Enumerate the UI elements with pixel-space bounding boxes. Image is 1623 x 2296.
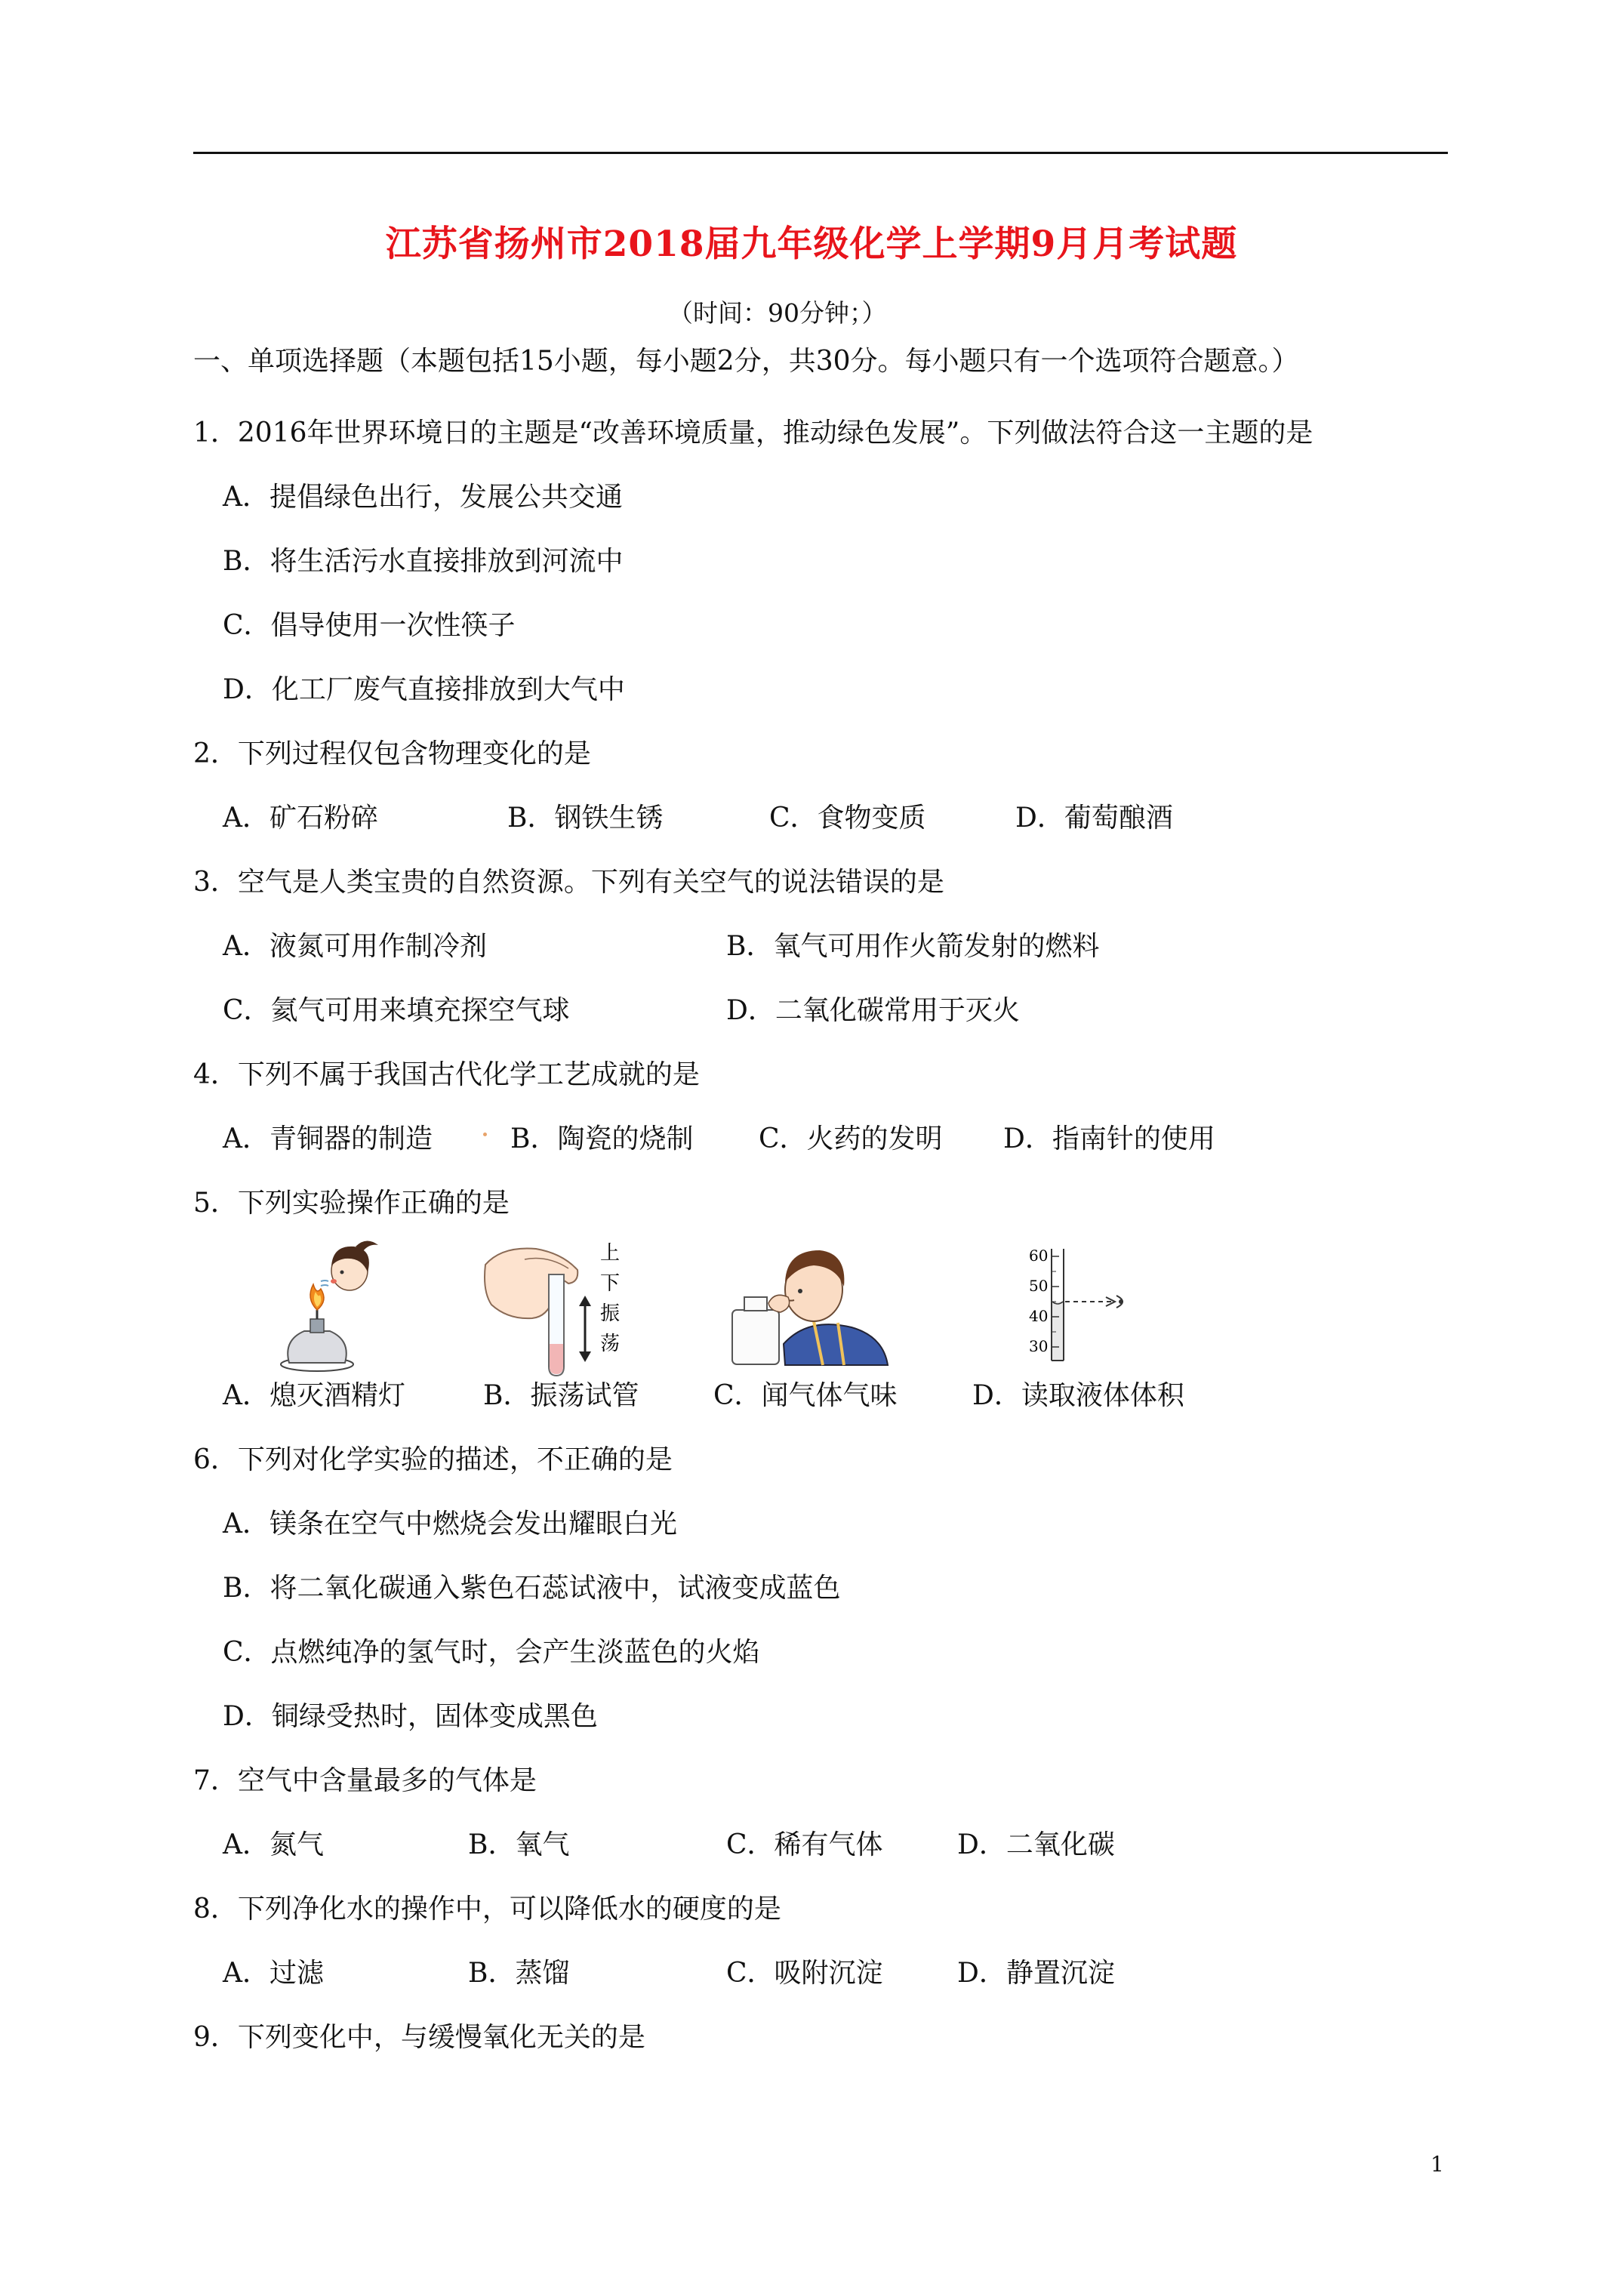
question-3-option-a: A．液氮可用作制冷剂 [223, 931, 487, 962]
figure-d-tick-50: 50 [1029, 1277, 1049, 1295]
question-2-stem: 2．下列过程仅包含物理变化的是 [193, 738, 591, 769]
figure-d-reading-volume [1015, 1246, 1136, 1367]
question-2-option-c: C．食物变质 [769, 803, 926, 834]
question-8-option-a: A．过滤 [223, 1958, 324, 1989]
question-7-stem: 7．空气中含量最多的气体是 [193, 1765, 537, 1796]
question-4-option-a: A．青铜器的制造 [223, 1123, 433, 1154]
question-3-stem: 3．空气是人类宝贵的自然资源。下列有关空气的说法错误的是 [193, 867, 944, 898]
question-8-option-d: D．静置沉淀 [957, 1958, 1115, 1989]
question-3-option-c: C．氦气可用来填充探空气球 [223, 995, 570, 1026]
figure-b-label-up: 上 [600, 1242, 621, 1265]
figure-d-sightline [1065, 1297, 1115, 1306]
figure-b-label-zhen: 振 [600, 1302, 621, 1325]
stray-dot [483, 1133, 487, 1136]
figure-c-smelling-gas [725, 1238, 895, 1367]
header-rule [193, 152, 1448, 154]
question-6-option-d: D．铜绿受热时，固体变成黑色 [223, 1701, 598, 1732]
question-8-stem: 8．下列净化水的操作中，可以降低水的硬度的是 [193, 1894, 781, 1925]
question-9-stem: 9．下列变化中，与缓慢氧化无关的是 [193, 2022, 645, 2053]
question-8-option-c: C．吸附沉淀 [726, 1958, 883, 1989]
question-6-option-c: C．点燃纯净的氢气时，会产生淡蓝色的火焰 [223, 1637, 760, 1668]
question-5-option-b: B．振荡试管 [483, 1380, 639, 1411]
question-7-option-d: D．二氧化碳 [957, 1829, 1115, 1860]
question-2-option-d: D．葡萄酿酒 [1015, 803, 1173, 834]
question-7-option-c: C．稀有气体 [726, 1829, 883, 1860]
question-3-option-b: B．氧气可用作火箭发射的燃料 [726, 931, 1100, 962]
figure-a-alcohol-lamp [281, 1310, 353, 1371]
question-8-option-b: B．蒸馏 [468, 1958, 570, 1989]
question-2-option-b: B．钢铁生锈 [507, 803, 664, 834]
figure-d-tick-40: 40 [1029, 1307, 1049, 1325]
question-3-option-d: D．二氧化碳常用于灭火 [726, 995, 1020, 1026]
figure-d-cylinder [1052, 1249, 1064, 1361]
figure-b-test-tube [549, 1274, 564, 1376]
question-6-option-b: B．将二氧化碳通入紫色石蕊试液中，试液变成蓝色 [223, 1573, 841, 1604]
question-1-option-a: A．提倡绿色出行，发展公共交通 [223, 482, 623, 513]
question-7-option-b: B．氧气 [468, 1829, 570, 1860]
question-4-option-d: D．指南针的使用 [1003, 1123, 1215, 1154]
question-5-option-c: C．闻气体气味 [713, 1380, 898, 1411]
figure-a-blowing-lamp [260, 1234, 389, 1374]
figure-b-label-down: 下 [600, 1272, 621, 1295]
section-heading: 一、单项选择题（本题包括15小题，每小题2分，共30分。每小题只有一个选项符合题意。） [193, 346, 1299, 377]
figure-d-tick-30: 30 [1029, 1337, 1049, 1355]
question-2-option-a: A．矿石粉碎 [223, 803, 378, 834]
figure-b-updown-arrow [579, 1296, 591, 1362]
question-6-option-a: A．镁条在空气中燃烧会发出耀眼白光 [223, 1509, 677, 1539]
question-4-option-b: B．陶瓷的烧制 [510, 1123, 694, 1154]
question-5-option-d: D．读取液体体积 [972, 1380, 1184, 1411]
figure-d-tick-60: 60 [1029, 1247, 1049, 1265]
question-1-option-d: D．化工厂废气直接排放到大气中 [223, 674, 625, 705]
question-5-stem: 5．下列实验操作正确的是 [193, 1188, 510, 1219]
question-1-option-c: C．倡导使用一次性筷子 [223, 610, 516, 641]
question-7-option-a: A．氮气 [223, 1829, 324, 1860]
question-4-stem: 4．下列不属于我国古代化学工艺成就的是 [193, 1059, 700, 1090]
figure-b-shaking-tube [479, 1238, 642, 1382]
question-5-option-a: A．熄灭酒精灯 [223, 1380, 405, 1411]
time-note: （时间：90分钟；） [668, 298, 887, 328]
page-number: 1 [1431, 2152, 1444, 2177]
figure-a-flame [310, 1284, 324, 1310]
question-6-stem: 6．下列对化学实验的描述，不正确的是 [193, 1444, 673, 1475]
question-1-option-b: B．将生活污水直接排放到河流中 [223, 546, 624, 577]
figure-c-boy [768, 1250, 888, 1365]
question-1-stem: 1．2016年世界环境日的主题是“改善环境质量，推动绿色发展”。下列做法符合这一主题的是 [193, 418, 1313, 448]
figure-b-label-dang: 荡 [600, 1333, 621, 1355]
figure-a-girl [321, 1240, 378, 1290]
question-4-option-c: C．火药的发明 [759, 1123, 943, 1154]
page-title: 江苏省扬州市2018届九年级化学上学期9月月考试题 [385, 223, 1238, 265]
figure-d-eye-icon [1116, 1296, 1123, 1308]
